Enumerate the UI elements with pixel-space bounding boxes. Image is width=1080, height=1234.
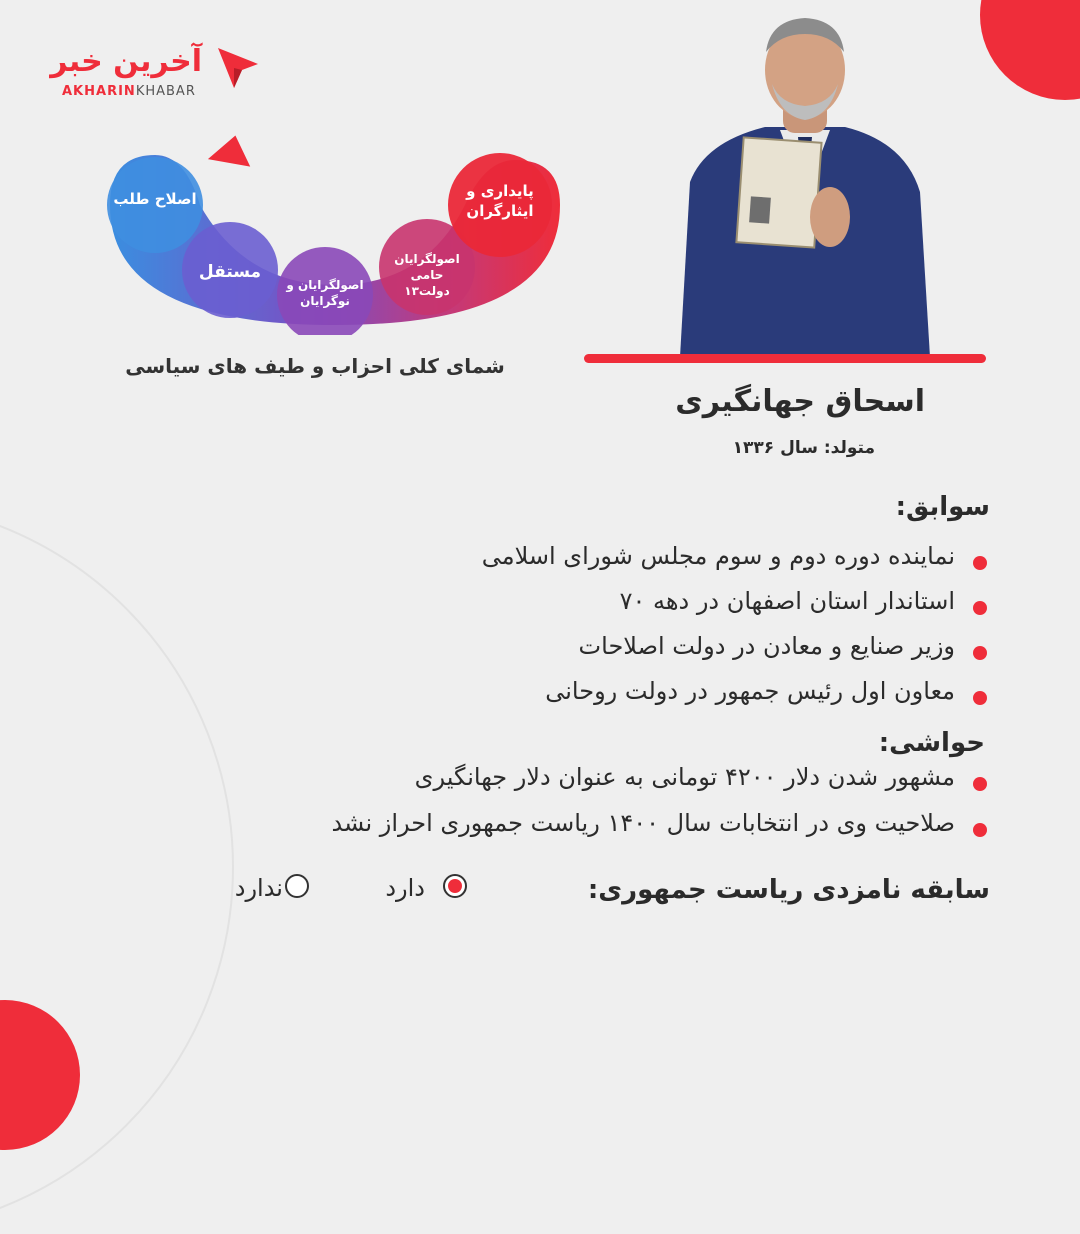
bullet-icon (973, 777, 987, 791)
bullet-icon (973, 646, 987, 660)
note-item: مشهور شدن دلار ۴۲۰۰ تومانی به عنوان دلار جهانگیری (414, 763, 955, 791)
candidacy-title: سابقه نامزدی ریاست جمهوری: (587, 875, 990, 905)
label-new-principlists: اصولگرایان و نوگرایان (286, 278, 364, 309)
label-principlists-gov13: اصولگرایان حامی دولت۱۳ (394, 252, 460, 299)
bullet-icon (973, 601, 987, 615)
option-label-none: ندارد (234, 874, 283, 902)
bullet-icon (973, 691, 987, 705)
triangle-marker-icon (208, 135, 255, 167)
spectrum-title: شمای کلی احزاب و طیف های سیاسی (125, 354, 505, 378)
divider-bar (584, 354, 986, 363)
background-arc (0, 500, 234, 1234)
brand-logo (52, 42, 262, 102)
candidate-photo (680, 12, 930, 357)
candidate-name: اسحاق جهانگیری (675, 384, 925, 419)
logo-text-fa: آخرین خبر (50, 44, 202, 79)
logo-text-en: AKHARINKHABAR (62, 84, 196, 99)
bullet-icon (973, 556, 987, 570)
label-independent: مستقل (198, 262, 262, 282)
political-spectrum (105, 135, 565, 335)
notes-title: حواشی: (878, 728, 985, 758)
birth-year: متولد: سال ۱۳۳۶ (732, 438, 875, 458)
records-title: سوابق: (895, 492, 990, 522)
record-item: نماینده دوره دوم و سوم مجلس شورای اسلامی (481, 542, 955, 570)
radio-no-candidacy[interactable] (285, 874, 309, 898)
label-paydari: پایداری و ایثارگران (466, 182, 534, 221)
option-label-has: دارد (385, 874, 425, 902)
radio-has-candidacy[interactable] (443, 874, 467, 898)
label-reformists: اصلاح طلب (113, 190, 197, 208)
record-item: استاندار استان اصفهان در دهه ۷۰ (619, 587, 955, 615)
record-item: معاون اول رئیس جمهور در دولت روحانی (545, 677, 955, 705)
record-item: وزیر صنایع و معادن در دولت اصلاحات (578, 632, 955, 660)
corner-decoration (980, 0, 1080, 100)
note-item: صلاحیت وی در انتخابات سال ۱۴۰۰ ریاست جمهوری احراز نشد (331, 809, 955, 837)
bullet-icon (973, 823, 987, 837)
logo-arrow-icon (212, 42, 262, 92)
